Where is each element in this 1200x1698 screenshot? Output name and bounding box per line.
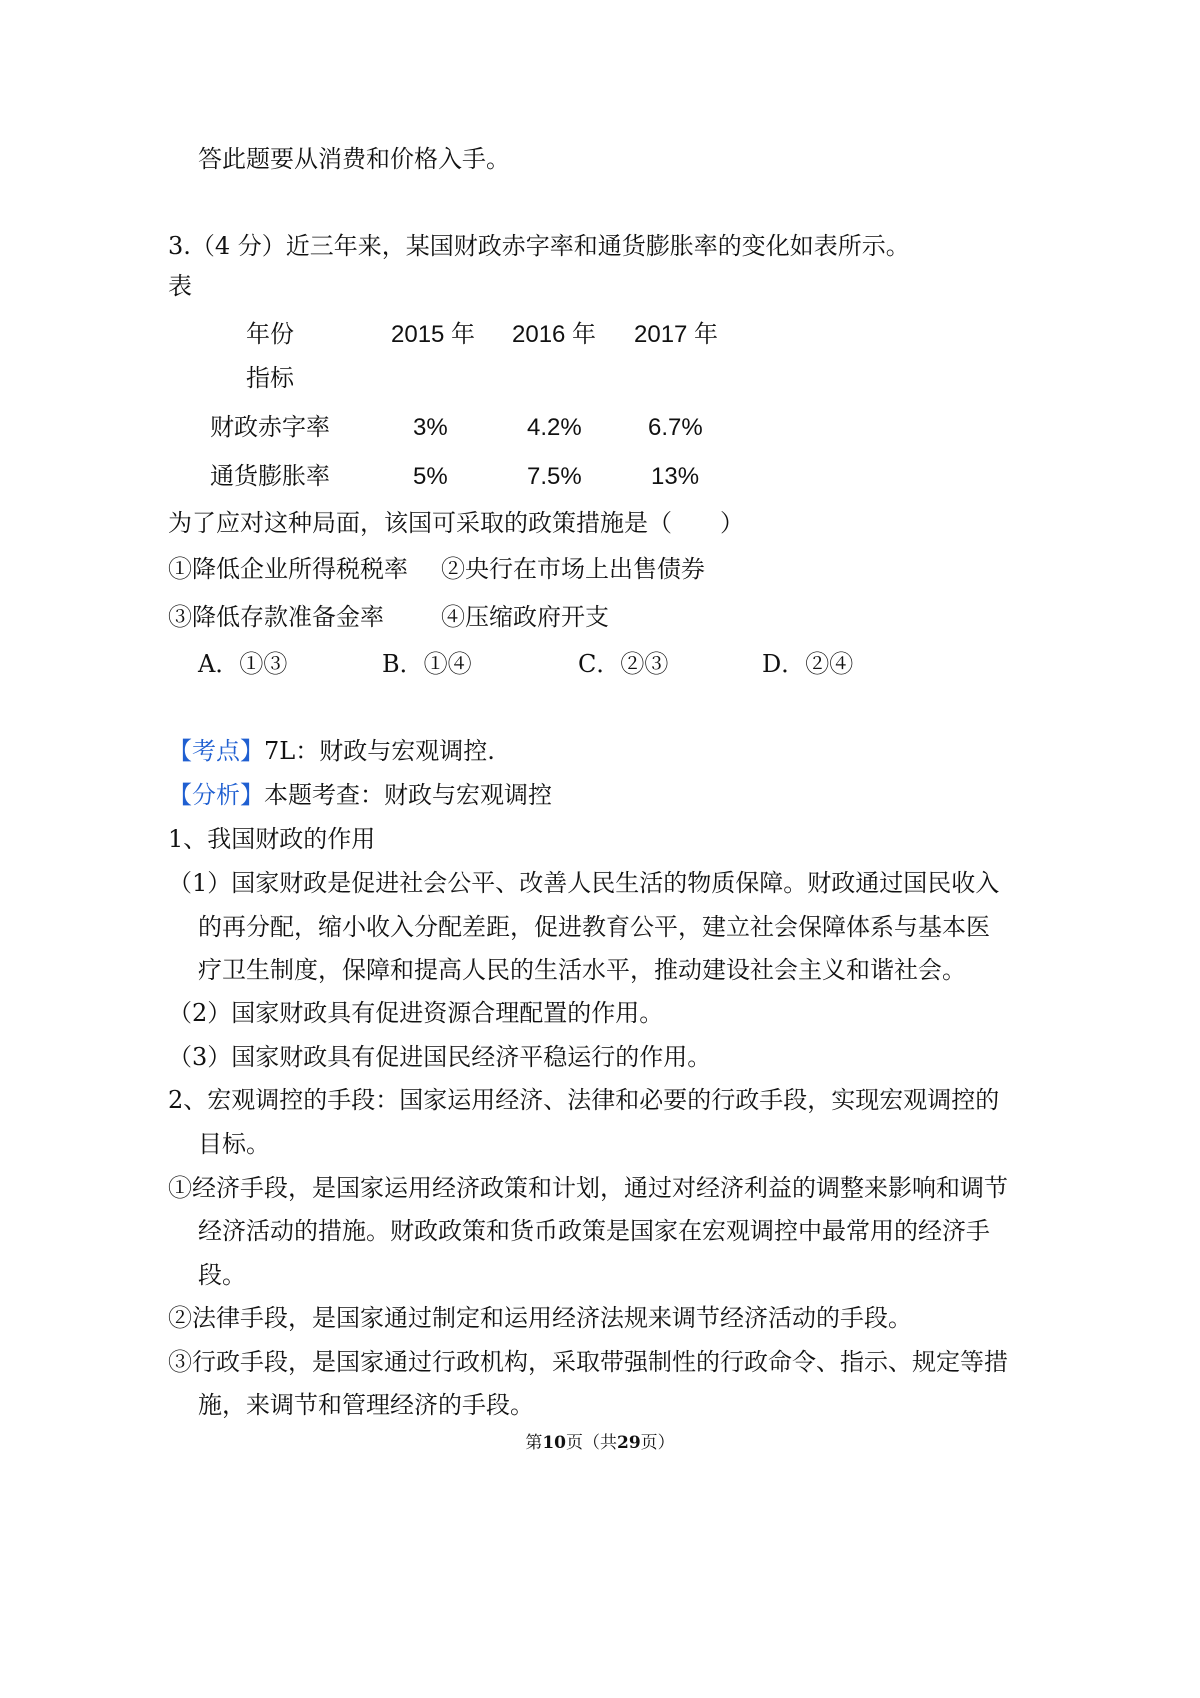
kaodian-line [168,737,495,765]
page-total: 29 [617,1433,641,1453]
analysis-line: 的再分配，缩小收入分配差距，促进教育公平，建立社会保障体系与基本医 [198,913,990,941]
kaodian-text: 7L：财政与宏观调控. [264,737,495,765]
analysis-line: 疗卫生制度，保障和提高人民的生活水平，推动建设社会主义和谐社会。 [198,956,966,984]
table-header-year: 2017 年 [634,321,719,348]
table-cell: 4.2% [527,414,582,441]
footer-suffix: 页） [640,1433,675,1453]
table-label: 表 [168,272,192,300]
page-footer [0,1433,1200,1453]
analysis-line: 段。 [198,1261,246,1289]
question-stem: 3.（4 分）近三年来，某国财政赤字率和通货膨胀率的变化如表所示。 [168,232,910,260]
table-cell: 5% [413,463,448,490]
table-cell: 13% [651,463,700,490]
analysis-line: 2、宏观调控的手段：国家运用经济、法律和必要的行政手段，实现宏观调控的 [168,1086,1000,1114]
answer-option-d: D．②④ [762,650,854,678]
table-header-year: 2015 年 [391,321,476,348]
table-cell: 3% [413,414,448,441]
analysis-line: ③行政手段，是国家通过行政机构，采取带强制性的行政命令、指示、规定等措 [168,1348,1008,1376]
table-corner-year: 年份 [246,320,294,348]
table-corner-indicator: 指标 [246,364,294,392]
statement-item: ③降低存款准备金率 [168,603,384,631]
table-row-label: 财政赤字率 [210,413,330,441]
fenxi-label: 【分析】 [168,781,264,809]
analysis-line: ②法律手段，是国家通过制定和运用经济法规来调节经济活动的手段。 [168,1304,912,1332]
answer-option-b: B．①④ [382,650,472,678]
table-cell: 6.7% [648,414,703,441]
fenxi-line [168,781,552,809]
analysis-line: 目标。 [198,1130,270,1158]
footer-middle: 页（共 [566,1433,617,1453]
question-prompt: 为了应对这种局面，该国可采取的政策措施是（ ） [168,509,744,537]
table-header-year: 2016 年 [512,321,597,348]
answer-option-a: A．①③ [198,650,288,678]
statement-item: ④压缩政府开支 [441,603,609,631]
statement-item: ①降低企业所得税税率 [168,555,408,583]
analysis-line: ①经济手段，是国家运用经济政策和计划，通过对经济利益的调整来影响和调节 [168,1174,1008,1202]
analysis-line: 经济活动的措施。财政政策和货币政策是国家在宏观调控中最常用的经济手 [198,1217,990,1245]
intro-line: 答此题要从消费和价格入手。 [198,145,510,173]
kaodian-label: 【考点】 [168,737,264,765]
analysis-line: 施，来调节和管理经济的手段。 [198,1391,534,1419]
table-row-label: 通货膨胀率 [210,462,330,490]
analysis-line: （3）国家财政具有促进国民经济平稳运行的作用。 [168,1043,712,1071]
answer-option-c: C．②③ [578,650,669,678]
analysis-line: （1）国家财政是促进社会公平、改善人民生活的物质保障。财政通过国民收入 [168,869,1000,897]
analysis-line: 1、我国财政的作用 [168,825,376,853]
page-number: 10 [542,1433,566,1453]
table-cell: 7.5% [527,463,582,490]
footer-prefix: 第 [525,1433,543,1453]
statement-item: ②央行在市场上出售债券 [441,555,705,583]
analysis-line: （2）国家财政具有促进资源合理配置的作用。 [168,999,664,1027]
fenxi-text: 本题考查：财政与宏观调控 [264,781,552,809]
